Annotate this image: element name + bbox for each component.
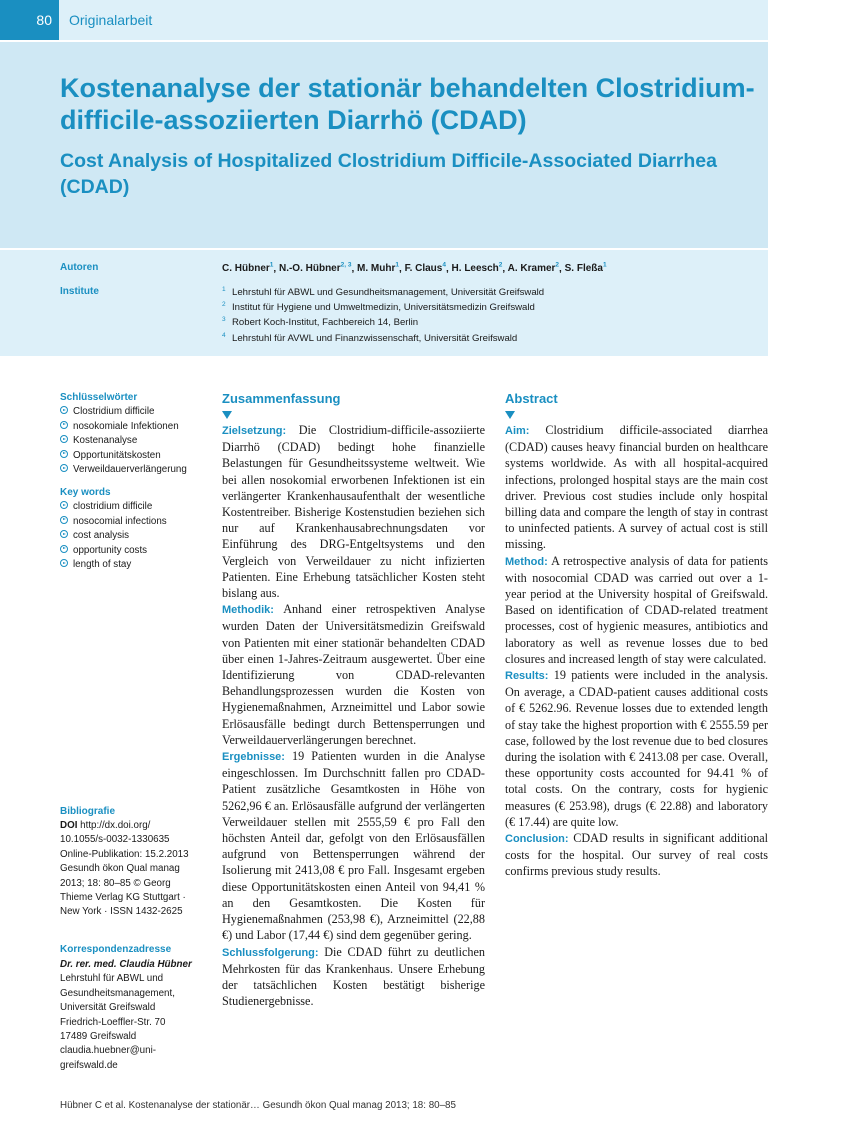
abstract-section: Aim: Clostridium difficile-associated diarrhea (CDAD) causes heavy financial burden on healthcare systems worldwide. As with all hospital-acquired infections, prolonged hospital stays are the main cost driver. Previous cost studies include only hospital billing data and compare the length of stay in contrast to uninfected patients. A survey of actual cost is still missing.	[505, 423, 768, 552]
bullet-icon	[60, 464, 68, 472]
page-footer: Hübner C et al. Kostenanalyse der stationär… Gesundh ökon Qual manag 2013; 18: 80–85	[60, 1100, 456, 1111]
correspondence-heading: Korrespondenzadresse	[60, 944, 172, 955]
bullet-icon	[60, 545, 68, 553]
bullet-icon	[60, 516, 68, 524]
keywords-en-list	[60, 500, 167, 573]
bullet-icon	[60, 421, 68, 429]
institute-list	[222, 284, 544, 345]
keyword-item: Verweildauerverlängerung	[60, 463, 187, 478]
keywords-de-heading: Schlüsselwörter	[60, 392, 138, 403]
correspondence-name: Dr. rer. med. Claudia Hübner	[60, 959, 192, 970]
keyword-item: opportunity costs	[60, 544, 167, 559]
keyword-item: clostridium difficile	[60, 500, 167, 515]
keyword-item: nosocomial infections	[60, 515, 167, 530]
article-title: Kostenanalyse der stationär behandelten Clostridium-difficile-assoziierten Diarrhö (CDAD)	[60, 73, 755, 135]
institute-item: $^1$ Lehrstuhl für ABWL und Gesundheitsmanagement, Universität Greifswald	[222, 286, 545, 299]
institute-item: $^4$ Lehrstuhl für AVWL und Finanzwissenschaft, Universität Greifswald	[222, 331, 518, 344]
keyword-item: cost analysis	[60, 529, 167, 544]
bullet-icon	[60, 559, 68, 567]
author: S. Fleßa$^1$	[564, 262, 607, 275]
correspondence-email-cont[interactable]: greifswald.de	[60, 1059, 118, 1071]
keyword-item: Kostenanalyse	[60, 434, 187, 449]
bullet-icon	[60, 530, 68, 538]
author: H. Leesch$^2$	[451, 262, 503, 275]
keyword-item: Opportunitätskosten	[60, 449, 187, 464]
doi-link[interactable]: http://dx.doi.org/	[80, 820, 151, 831]
abstract-body	[505, 422, 768, 880]
keyword-item: nosokomiale Infektionen	[60, 420, 187, 435]
authors-label: Autoren	[60, 262, 99, 273]
abstract-section: Conclusion: CDAD results in significant additional costs for the hospital. Our survey of real costs confirms previous study results.	[505, 831, 768, 879]
correspondence-text: Dr. rer. med. Claudia Hübner Lehrstuhl für ABWL und Gesundheitsmanagement, Universität Greifswald Friedrich-Loeffler-Str. 70 17489 Greifswald claudia.huebner@uni- greifswald.de	[60, 958, 210, 1073]
zusammenfassung-body	[222, 422, 485, 1009]
bullet-icon	[60, 450, 68, 458]
keywords-de-list	[60, 405, 187, 478]
keywords-en-heading: Key words	[60, 487, 111, 498]
bibliography-heading: Bibliografie	[60, 806, 116, 817]
abstract-heading: Abstract	[505, 391, 558, 406]
summary-section: Zielsetzung: Die Clostridium-difficile-assoziierte Diarrhö (CDAD) bedingt hohe finanzielle Belastungen für Gesundheitssysteme weltweit. Wie bei allen nosokomial erworbenen Infektionen ist ein verlängerter Krankenhausaufenthalt der wesentliche Kostentreiber. Bisherige Kostenstudien beziehen sich nur auf Krankenhausabrechnungsdaten vor Einführung des DRG-Entgeltsystems und den Vergleich von Verweildauer zu nicht infizierten Patienten. Eine Erhebung tatsächlicher Kosten steht bislang aus.	[222, 423, 485, 601]
author: F. Claus$^4$	[404, 262, 446, 275]
section-label: Originalarbeit	[69, 12, 153, 28]
author: C. Hübner$^1$	[222, 262, 274, 275]
summary-section: Ergebnisse: 19 Patienten wurden in die Analyse eingeschlossen. Im Durchschnitt fallen pro CDAD-Patient zusätzliche Gesamtkosten in Höhe von 5262,96 € an. Erlösausfälle aufgrund der verlängerten Verweildauer stellen mit 2555,59 € pro Fall den höchsten Anteil dar, gefolgt von den Erlösausfällen aufgrund von Bettensperrungen während der Isolierung mit 2413,08 € pro Fall. Insgesamt ergeben diese Opportunitätskosten einen Anteil von 94,41 % an den Gesamtkosten. Die Kosten für Hygienemaßnahmen (253,98 €), Arzneimittel (22,88 €) und Labor (17,44 €) sind dem gegenüber gering.	[222, 749, 486, 943]
page-number: 80	[0, 0, 59, 40]
zusammenfassung-heading: Zusammenfassung	[222, 391, 341, 406]
author: A. Kramer$^2$	[507, 262, 560, 275]
institute-item: $^3$ Robert Koch-Institut, Fachbereich 14, Berlin	[222, 316, 419, 329]
bullet-icon	[60, 406, 68, 414]
author-list: C. Hübner$^1$, N.-O. Hübner$^{2, 3}$, M. Muhr$^1$, F. Claus$^4$, H. Leesch$^2$, A. Kramer$^2$, S. Fleßa$^1$	[222, 262, 607, 275]
bibliography-text: DOI http://dx.doi.org/ 10.1055/s-0032-1330635 Online-Publikation: 15.2.2013 Gesundh ökon Qual manag 2013; 18: 80–85 © Georg Thieme Verlag KG Stuttgart · New York · ISSN 1432-2625	[60, 820, 189, 918]
bullet-icon	[60, 435, 68, 443]
down-triangle-icon	[505, 411, 515, 419]
down-triangle-icon	[222, 411, 232, 419]
summary-section: Schlussfolgerung: Die CDAD führt zu deutlichen Mehrkosten für das Krankenhaus. Unsere Erhebung der tatsächlichen Kosten bestätigt bisherige Studienergebnisse.	[222, 944, 485, 1009]
article-subtitle: Cost Analysis of Hospitalized Clostridium Difficile-Associated Diarrhea (CDAD)	[60, 150, 718, 198]
author: M. Muhr$^1$	[357, 262, 399, 275]
summary-section: Methodik: Anhand einer retrospektiven Analyse wurden Daten der Universitätsmedizin Greifswald von Patienten mit einer stationär behandelten CDAD über einen 1-Jahres-Zeitraum ausgewertet. Über eine Identifizierung von CDAD-relevanten Behandlungsprozessen wurden die Kosten von Hygienemaßnahmen, Arzneimittel und Labor sowie Erlösausfälle bedingt durch Bettensperrungen und Verweildauerverlängerungen berechnet.	[222, 602, 486, 747]
institute-item: $^2$ Institut für Hygiene und Umweltmedizin, Universitätsmedizin Greifswald	[222, 301, 535, 314]
institutes-label: Institute	[60, 286, 99, 297]
bullet-icon	[60, 501, 68, 509]
author: N.-O. Hübner$^{2, 3}$	[278, 262, 352, 275]
correspondence-email[interactable]: claudia.huebner@uni-	[60, 1045, 157, 1057]
keyword-item: length of stay	[60, 558, 167, 573]
keyword-item: Clostridium difficile	[60, 405, 187, 420]
abstract-section: Results: 19 patients were included in the analysis. On average, a CDAD-patient causes additional costs of € 5262.96. Revenue losses due to extended length of stay take the highest proportion with € 2555.59 per case, followed by the lost revenue due to bed closures during the isolation with € 2413.08 per case. Overall, these opportunity costs accounted for 94.41 % of total costs. On the contrary, costs for hygienic measures (€ 253.98), drugs (€ 22.88) and laboratory (€ 17.44) are quite low.	[505, 668, 769, 829]
doi-label: DOI	[60, 820, 78, 831]
abstract-section: Method: A retrospective analysis of data for patients with nosocomial CDAD was carried out over a 1-year period at the University hospital of Greifswald. Based on identification of CDAD-related treatment processes, cost of hygienic measures, antibiotics and laboratory as well as revenue losses due to bed closures and increased length of stay were calculated.	[505, 553, 768, 666]
